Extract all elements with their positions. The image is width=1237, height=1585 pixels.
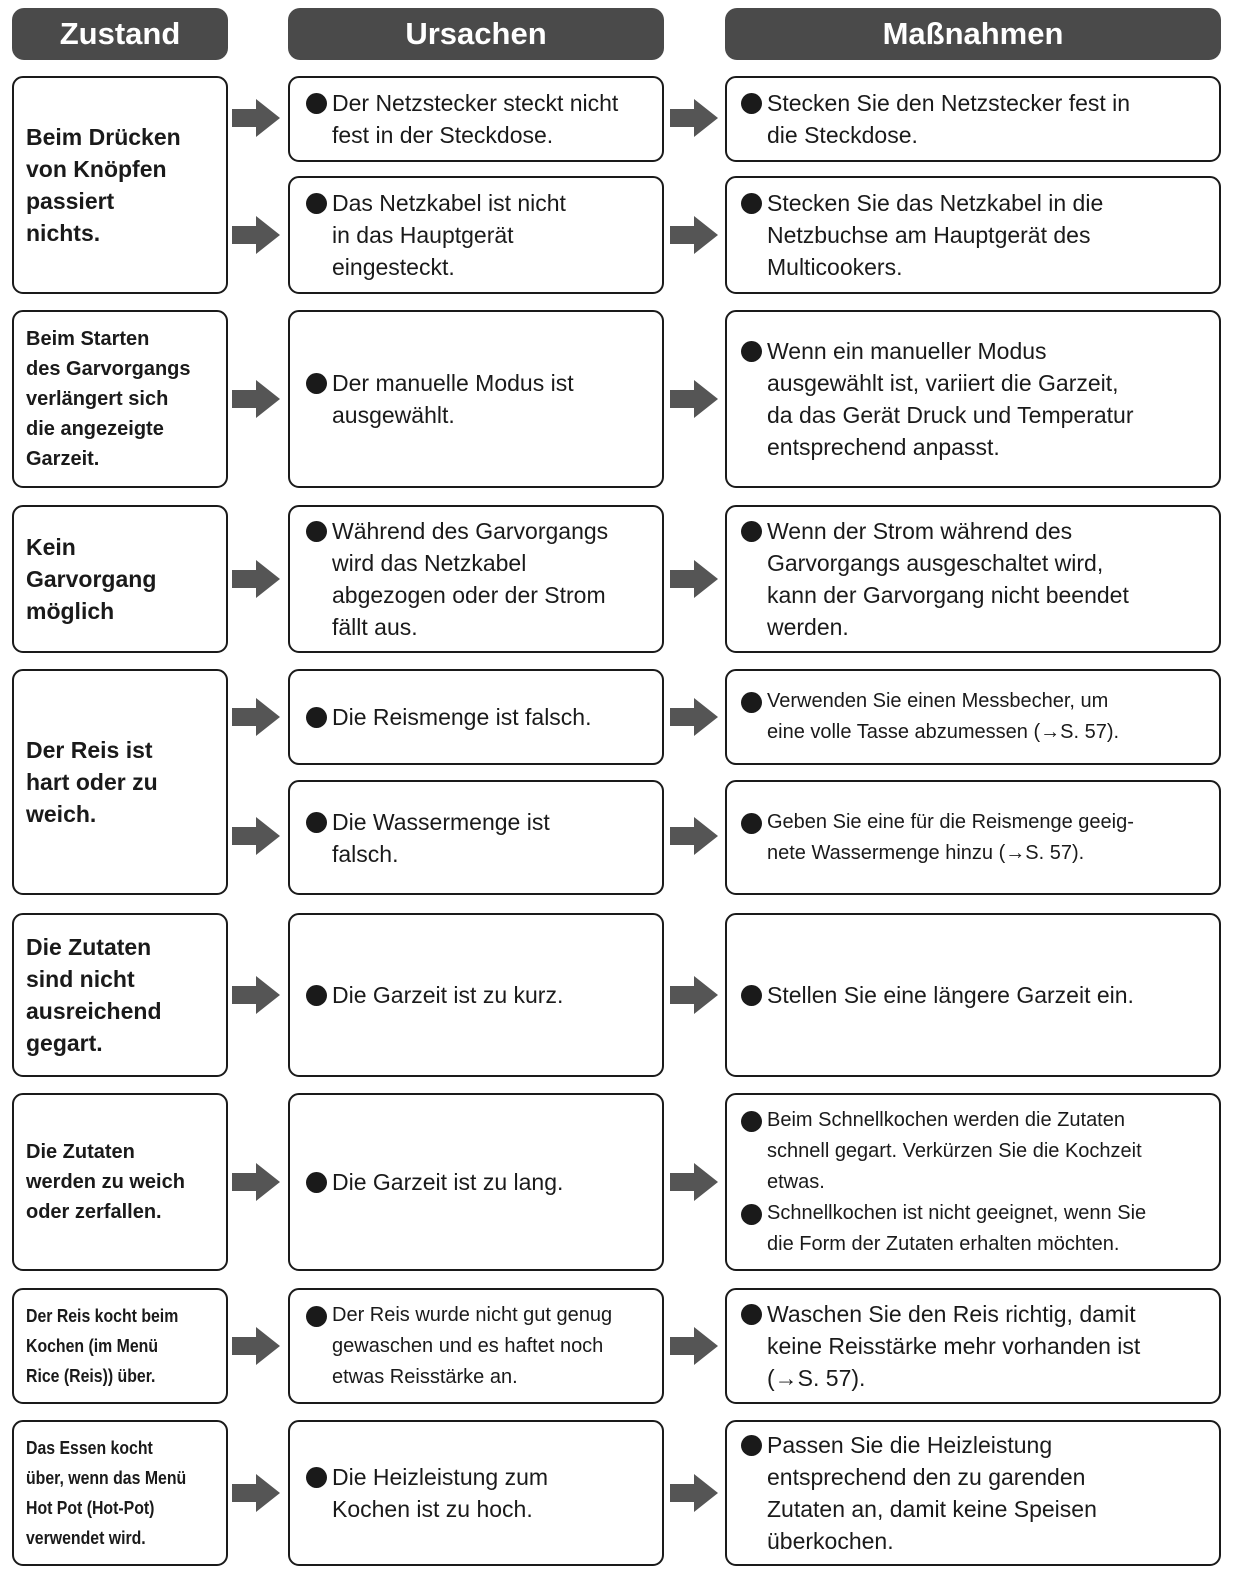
cause-text: Die Garzeit ist zu kurz. xyxy=(306,979,654,1011)
measure-text: Waschen Sie den Reis richtig, damit keine Reisstärke mehr vorhanden ist (→S. 57). xyxy=(741,1298,1211,1394)
measure-box xyxy=(725,310,1221,488)
cause-text: Die Reismenge ist falsch. xyxy=(306,701,654,733)
cause-box xyxy=(288,76,664,162)
arrow-right-icon xyxy=(670,216,718,254)
cause-box xyxy=(288,1288,664,1404)
condition-box xyxy=(12,913,228,1077)
header-ursachen: Ursachen xyxy=(288,8,664,60)
cause-box xyxy=(288,1093,664,1271)
arrow-right-icon xyxy=(670,99,718,137)
arrow-right-icon xyxy=(232,817,280,855)
arrow-right-icon xyxy=(232,1327,280,1365)
arrow-right-icon xyxy=(670,560,718,598)
condition-box xyxy=(12,1093,228,1271)
condition-text: Der Reis kocht beim Kochen (im Menü Rice (Reis)) über. xyxy=(26,1306,179,1386)
cause-text: Der Netzstecker steckt nicht fest in der Steckdose. xyxy=(306,87,654,151)
arrow-right-icon xyxy=(232,380,280,418)
condition-box xyxy=(12,76,228,294)
measure-text: Geben Sie eine für die Reismenge geeig- nete Wassermenge hinzu (→S. 57). xyxy=(741,807,1211,869)
cause-text: Während des Garvorgangs wird das Netzkabel abgezogen oder der Strom fällt aus. xyxy=(306,515,654,643)
measure-box xyxy=(725,669,1221,765)
cause-box xyxy=(288,669,664,765)
arrow-right-icon xyxy=(232,698,280,736)
cause-text: Die Garzeit ist zu lang. xyxy=(306,1166,654,1198)
condition-text: Beim Drücken von Knöpfen passiert nichts. xyxy=(26,124,181,246)
arrow-right-icon xyxy=(232,1163,280,1201)
condition-box xyxy=(12,505,228,653)
condition-text: Das Essen kocht über, wenn das Menü Hot Pot (Hot-Pot) verwendet wird. xyxy=(26,1438,187,1548)
measure-box xyxy=(725,1288,1221,1404)
measure-box xyxy=(725,1093,1221,1271)
cause-box xyxy=(288,310,664,488)
condition-text: Der Reis ist hart oder zu weich. xyxy=(26,737,158,827)
measure-text: Stecken Sie den Netzstecker fest in die Steckdose. xyxy=(741,87,1211,151)
measure-text: Beim Schnellkochen werden die Zutaten schnell gegart. Verkürzen Sie die Kochzeit etwas. xyxy=(741,1105,1211,1198)
arrow-right-icon xyxy=(670,380,718,418)
arrow-right-icon xyxy=(670,1327,718,1365)
condition-box xyxy=(12,310,228,488)
arrow-right-icon xyxy=(670,1163,718,1201)
cause-text: Das Netzkabel ist nicht in das Hauptgerät eingesteckt. xyxy=(306,187,654,283)
arrow-right-icon xyxy=(232,216,280,254)
measure-text: Wenn der Strom während des Garvorgangs ausgeschaltet wird, kann der Garvorgang nicht beendet werden. xyxy=(741,515,1211,643)
arrow-right-icon xyxy=(232,560,280,598)
measure-box xyxy=(725,505,1221,653)
condition-text: Kein Garvorgang möglich xyxy=(26,534,157,624)
arrow-right-icon xyxy=(670,698,718,736)
cause-text: Die Wassermenge ist falsch. xyxy=(306,806,654,870)
arrow-right-icon xyxy=(232,1474,280,1512)
condition-text: Die Zutaten sind nicht ausreichend gegart. xyxy=(26,934,162,1056)
header-massnahmen: Maßnahmen xyxy=(725,8,1221,60)
measure-text: Wenn ein manueller Modus ausgewählt ist, variiert die Garzeit, da das Gerät Druck und Temperatur entsprechend anpasst. xyxy=(741,335,1211,463)
cause-box xyxy=(288,176,664,294)
arrow-right-icon xyxy=(670,1474,718,1512)
cause-box xyxy=(288,505,664,653)
measure-box xyxy=(725,176,1221,294)
cause-text: Der Reis wurde nicht gut genug gewaschen und es haftet noch etwas Reisstärke an. xyxy=(306,1300,654,1393)
measure-text: Verwenden Sie einen Messbecher, um eine volle Tasse abzumessen (→S. 57). xyxy=(741,686,1211,748)
cause-text: Die Heizleistung zum Kochen ist zu hoch. xyxy=(306,1461,654,1525)
arrow-right-icon xyxy=(670,817,718,855)
measure-box xyxy=(725,780,1221,895)
measure-text: Stellen Sie eine längere Garzeit ein. xyxy=(741,979,1211,1011)
measure-box xyxy=(725,913,1221,1077)
cause-box xyxy=(288,780,664,895)
header-zustand: Zustand xyxy=(12,8,228,60)
measure-box xyxy=(725,76,1221,162)
arrow-right-icon xyxy=(232,976,280,1014)
condition-text: Die Zutaten werden zu weich oder zerfallen. xyxy=(26,1141,185,1223)
condition-box xyxy=(12,669,228,895)
cause-box xyxy=(288,913,664,1077)
arrow-right-icon xyxy=(670,976,718,1014)
measure-text: Passen Sie die Heizleistung entsprechend den zu garenden Zutaten an, damit keine Speisen überkochen. xyxy=(741,1429,1211,1557)
condition-box xyxy=(12,1420,228,1566)
cause-text: Der manuelle Modus ist ausgewählt. xyxy=(306,367,654,431)
condition-text: Beim Starten des Garvorgangs verlängert sich die angezeigte Garzeit. xyxy=(26,328,191,470)
measure-text: Stecken Sie das Netzkabel in die Netzbuchse am Hauptgerät des Multicookers. xyxy=(741,187,1211,283)
cause-box xyxy=(288,1420,664,1566)
measure-text: Schnellkochen ist nicht geeignet, wenn Sie die Form der Zutaten erhalten möchten. xyxy=(741,1198,1211,1260)
arrow-right-icon xyxy=(232,99,280,137)
measure-box xyxy=(725,1420,1221,1566)
condition-box xyxy=(12,1288,228,1404)
